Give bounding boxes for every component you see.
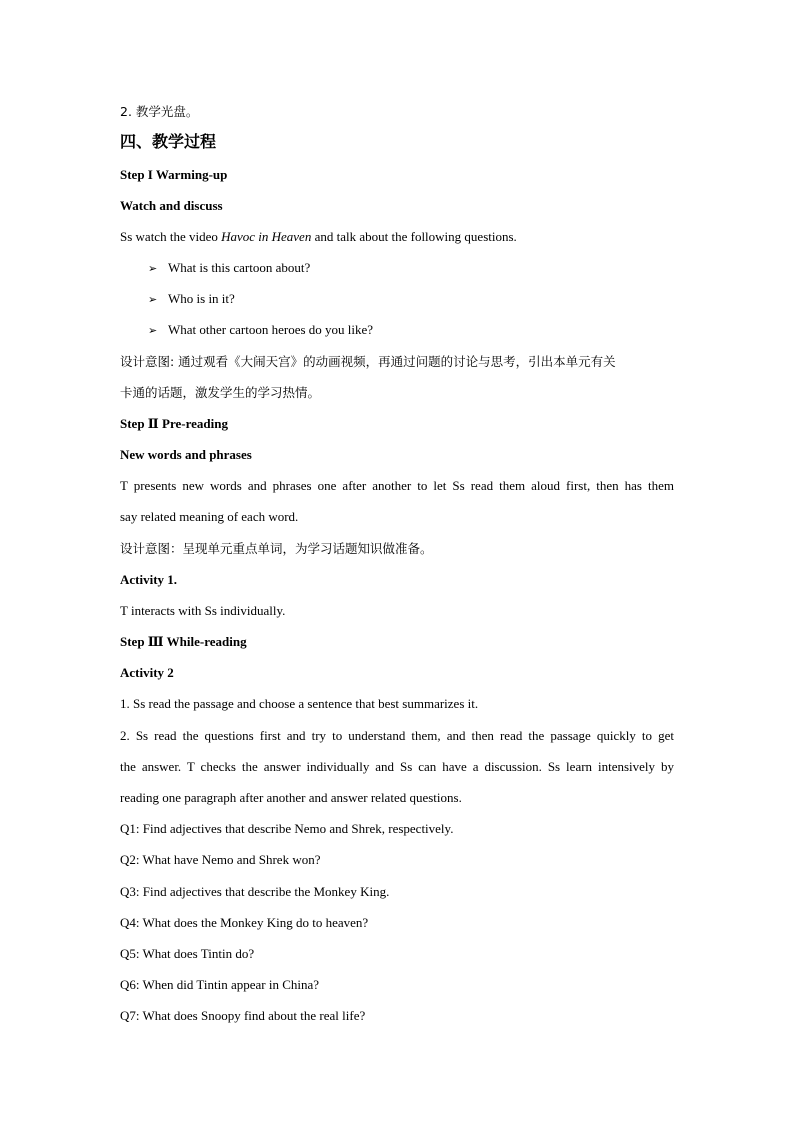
arrow-bullet-icon: ➢ — [148, 325, 158, 337]
activity-1-heading: Activity 1. — [120, 572, 178, 587]
question-item: Q4: What does the Monkey King do to heaven? — [120, 915, 369, 930]
activity-item-1: 1. Ss read the passage and choose a sentence that best summarizes it. — [120, 696, 479, 711]
list-item — [148, 291, 235, 308]
intro-text: Ss watch the video — [120, 229, 222, 244]
paragraph-line: reading one paragraph after another and answer related questions. — [120, 790, 462, 805]
activity-1-text: T interacts with Ss individually. — [120, 603, 286, 618]
step1-subtitle: Watch and discuss — [120, 198, 223, 213]
section-title: 四、教学过程 — [120, 132, 217, 151]
arrow-bullet-icon: ➢ — [148, 263, 158, 275]
bullet-text: What is this cartoon about? — [168, 260, 311, 275]
design-intent-line: 卡通的话题，激发学生的学习热情。 — [120, 385, 321, 400]
step2-subtitle: New words and phrases — [120, 447, 252, 462]
bullet-text: Who is in it? — [168, 291, 235, 306]
materials-item-2: 2. 教学光盘。 — [120, 104, 199, 119]
question-item: Q1: Find adjectives that describe Nemo and Shrek, respectively. — [120, 821, 454, 836]
design-intent-line: 设计意图: 通过观看《大闹天宫》的动画视频，再通过问题的讨论与思考，引出本单元有关 — [120, 354, 616, 369]
intro-text-end: and talk about the following questions. — [311, 229, 517, 244]
video-title: Havoc in Heaven — [221, 229, 312, 244]
design-intent-line: 设计意图：呈现单元重点单词，为学习话题知识做准备。 — [120, 541, 433, 556]
step2-title: Step Ⅱ Pre-reading — [120, 416, 228, 431]
arrow-bullet-icon: ➢ — [148, 294, 158, 306]
question-item: Q2: What have Nemo and Shrek won? — [120, 852, 321, 867]
step1-intro — [120, 229, 517, 245]
question-item: Q6: When did Tintin appear in China? — [120, 977, 320, 992]
question-item: Q7: What does Snoopy find about the real life? — [120, 1008, 366, 1023]
step3-title: Step Ⅲ While-reading — [120, 634, 247, 649]
paragraph-line: say related meaning of each word. — [120, 509, 299, 524]
question-item: Q5: What does Tintin do? — [120, 946, 255, 961]
activity-2-heading: Activity 2 — [120, 665, 174, 680]
paragraph-line: 2. Ss read the questions first and try to understand them, and then read the passage quickly to get — [120, 728, 674, 743]
paragraph-line: the answer. T checks the answer individually and Ss can have a discussion. Ss learn intensively by — [120, 759, 674, 774]
question-item: Q3: Find adjectives that describe the Monkey King. — [120, 884, 390, 899]
list-item — [148, 322, 373, 339]
step1-title: Step I Warming-up — [120, 167, 228, 182]
bullet-text: What other cartoon heroes do you like? — [168, 322, 374, 337]
paragraph-line: T presents new words and phrases one after another to let Ss read them aloud first, then has them — [120, 478, 674, 493]
list-item — [148, 260, 310, 277]
